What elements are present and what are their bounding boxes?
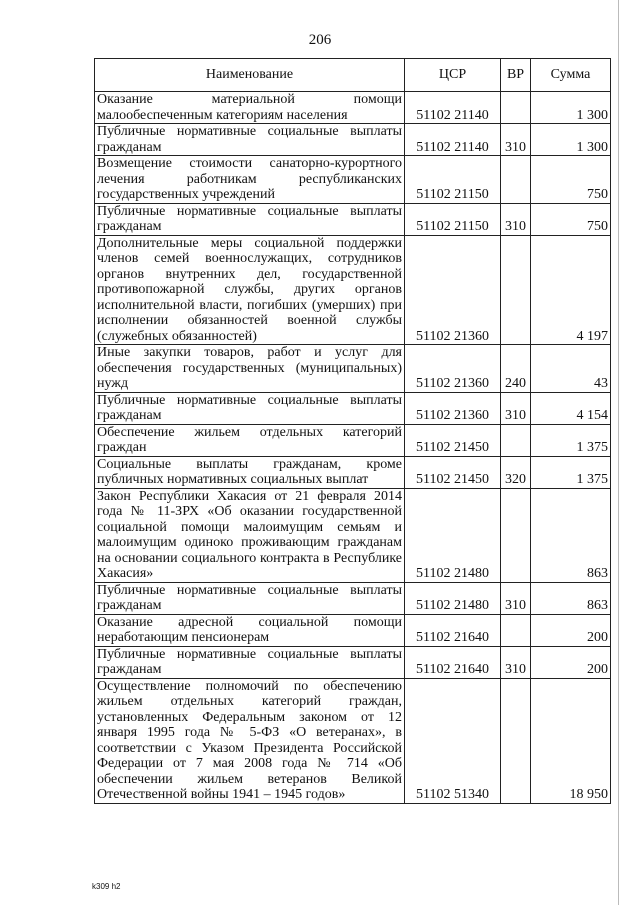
row-csr-cell: 51102 21360 (405, 235, 501, 345)
row-vr-cell: 320 (501, 456, 531, 488)
table-row (95, 582, 611, 614)
row-sum-cell: 4 197 (531, 235, 611, 345)
table-row (95, 678, 611, 803)
margin-line (618, 0, 619, 905)
row-vr-cell (501, 92, 531, 124)
row-vr-cell: 310 (501, 646, 531, 678)
row-sum-cell: 750 (531, 156, 611, 204)
table-row (95, 92, 611, 124)
row-sum-cell: 1 375 (531, 424, 611, 456)
row-name-cell: Иные закупки товаров, работ и услуг для обеспечения государственных (муниципальных) нужд (95, 345, 405, 393)
row-csr-cell: 51102 21360 (405, 345, 501, 393)
row-name-cell: Публичные нормативные социальные выплаты гражданам (95, 582, 405, 614)
table-row (95, 392, 611, 424)
row-name-cell: Публичные нормативные социальные выплаты гражданам (95, 392, 405, 424)
table-row (95, 203, 611, 235)
row-name-cell: Социальные выплаты гражданам, кроме публичных нормативных социальных выплат (95, 456, 405, 488)
header-sum: Сумма (531, 59, 611, 92)
table-header-row (95, 59, 611, 92)
table-row (95, 235, 611, 345)
row-csr-cell: 51102 21360 (405, 392, 501, 424)
row-vr-cell: 310 (501, 392, 531, 424)
row-vr-cell (501, 235, 531, 345)
table-row (95, 646, 611, 678)
row-name-cell: Публичные нормативные социальные выплаты гражданам (95, 646, 405, 678)
row-csr-cell: 51102 51340 (405, 678, 501, 803)
row-sum-cell: 4 154 (531, 392, 611, 424)
row-vr-cell (501, 614, 531, 646)
row-vr-cell (501, 424, 531, 456)
footer-code: k309 h2 (92, 882, 121, 891)
row-sum-cell: 1 300 (531, 124, 611, 156)
row-csr-cell: 51102 21150 (405, 156, 501, 204)
budget-table (94, 58, 611, 804)
row-sum-cell: 18 950 (531, 678, 611, 803)
row-sum-cell: 750 (531, 203, 611, 235)
row-csr-cell: 51102 21150 (405, 203, 501, 235)
row-vr-cell: 310 (501, 582, 531, 614)
row-csr-cell: 51102 21450 (405, 424, 501, 456)
row-csr-cell: 51102 21480 (405, 582, 501, 614)
row-csr-cell: 51102 21640 (405, 614, 501, 646)
row-sum-cell: 863 (531, 488, 611, 582)
row-vr-cell (501, 488, 531, 582)
table-row (95, 124, 611, 156)
row-name-cell: Оказание материальной помощи малообеспеченным категориям населения (95, 92, 405, 124)
row-vr-cell: 240 (501, 345, 531, 393)
page-number: 206 (308, 32, 332, 48)
row-vr-cell: 310 (501, 124, 531, 156)
table-row (95, 156, 611, 204)
table-row (95, 456, 611, 488)
row-name-cell: Оказание адресной социальной помощи неработающим пенсионерам (95, 614, 405, 646)
row-name-cell: Публичные нормативные социальные выплаты гражданам (95, 124, 405, 156)
row-csr-cell: 51102 21450 (405, 456, 501, 488)
row-vr-cell (501, 678, 531, 803)
row-sum-cell: 200 (531, 614, 611, 646)
row-sum-cell: 1 300 (531, 92, 611, 124)
table-row (95, 488, 611, 582)
row-name-cell: Дополнительные меры социальной поддержки членов семей военнослужащих, сотрудников органов внутренних дел, государственной противопожарной службы, других органов исполнительной власти, погибших (умерших) при исполнении обязанностей военной службы (служебных обязанностей) (95, 235, 405, 345)
row-name-cell: Осуществление полномочий по обеспечению жильем отдельных категорий граждан, установленных Федеральным законом от 12 января 1995 года № 5-ФЗ «О ветеранах», в соответствии с Указом Президента Российской Федерации от 7 мая 2008 года № 714 «Об обеспечении жильем ветеранов Великой Отечественной войны 1941 – 1945 годов» (95, 678, 405, 803)
row-sum-cell: 43 (531, 345, 611, 393)
row-csr-cell: 51102 21480 (405, 488, 501, 582)
row-csr-cell: 51102 21140 (405, 92, 501, 124)
row-name-cell: Закон Республики Хакасия от 21 февраля 2014 года № 11-ЗРХ «Об оказании государственной социальной помощи малоимущим семьям и малоимущим одиноко проживающим гражданам на основании социального контракта в Республике Хакасия» (95, 488, 405, 582)
row-sum-cell: 200 (531, 646, 611, 678)
row-sum-cell: 1 375 (531, 456, 611, 488)
row-name-cell: Обеспечение жильем отдельных категорий граждан (95, 424, 405, 456)
row-vr-cell: 310 (501, 203, 531, 235)
row-csr-cell: 51102 21640 (405, 646, 501, 678)
row-name-cell: Публичные нормативные социальные выплаты гражданам (95, 203, 405, 235)
row-vr-cell (501, 156, 531, 204)
row-name-cell: Возмещение стоимости санаторно-курортного лечения работникам республиканских государственных учреждений (95, 156, 405, 204)
table-row (95, 424, 611, 456)
table-row (95, 345, 611, 393)
header-vr: ВР (501, 59, 531, 92)
row-csr-cell: 51102 21140 (405, 124, 501, 156)
row-sum-cell: 863 (531, 582, 611, 614)
header-name: Наименование (95, 59, 405, 92)
header-csr: ЦСР (405, 59, 501, 92)
table-row (95, 614, 611, 646)
